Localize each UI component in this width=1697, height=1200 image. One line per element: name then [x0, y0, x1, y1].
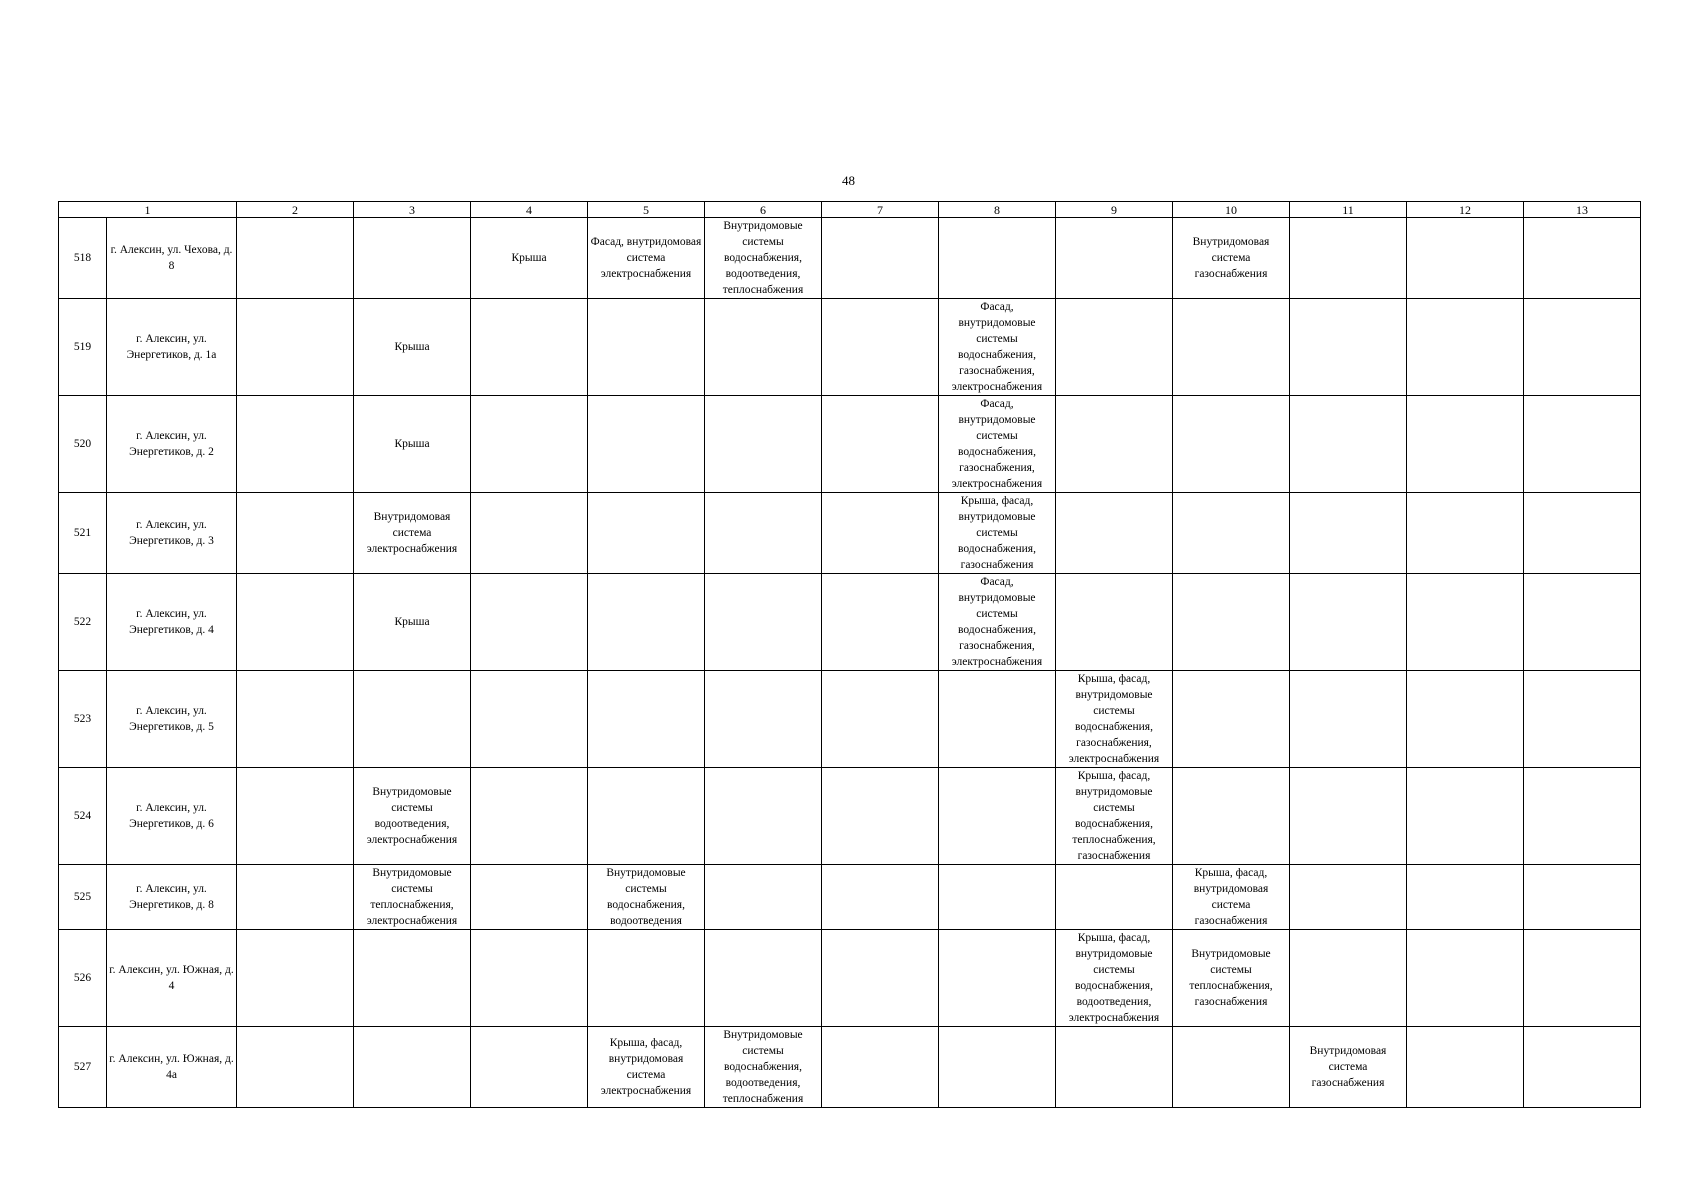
table-row [59, 1027, 1641, 1108]
table-row [59, 574, 1641, 671]
column-header: 7 [822, 202, 939, 218]
work-cell: Фасад, внутридомовые системы водоснабжения, газоснабжения, электроснабжения [939, 396, 1056, 493]
work-cell [822, 299, 939, 396]
column-header: 13 [1524, 202, 1641, 218]
work-cell [1056, 1027, 1173, 1108]
work-cell [1056, 299, 1173, 396]
column-header: 5 [588, 202, 705, 218]
work-cell: Крыша, фасад, внутридомовые системы водоснабжения, газоснабжения, электроснабжения [1056, 671, 1173, 768]
work-cell [1173, 574, 1290, 671]
work-cell [1524, 768, 1641, 865]
work-cell: Внутридомовые системы водоотведения, электроснабжения [354, 768, 471, 865]
work-cell [1524, 574, 1641, 671]
column-header: 10 [1173, 202, 1290, 218]
work-cell: Фасад, внутридомовые системы водоснабжения, газоснабжения, электроснабжения [939, 574, 1056, 671]
address-cell: г. Алексин, ул. Южная, д. 4а [107, 1027, 237, 1108]
work-cell [471, 396, 588, 493]
work-cell [822, 768, 939, 865]
work-cell [1056, 218, 1173, 299]
work-cell [237, 396, 354, 493]
work-cell [1407, 930, 1524, 1027]
row-number: 519 [59, 299, 107, 396]
work-cell [354, 1027, 471, 1108]
work-cell [1407, 768, 1524, 865]
work-cell [237, 218, 354, 299]
page-number: 48 [842, 173, 855, 188]
work-cell: Внутридомовые системы теплоснабжения, газоснабжения [1173, 930, 1290, 1027]
work-cell: Крыша [354, 396, 471, 493]
column-header: 9 [1056, 202, 1173, 218]
work-cell [237, 865, 354, 930]
row-number: 520 [59, 396, 107, 493]
work-cell [939, 1027, 1056, 1108]
work-cell: Крыша, фасад, внутридомовые системы водоснабжения, теплоснабжения, газоснабжения [1056, 768, 1173, 865]
row-number: 523 [59, 671, 107, 768]
work-cell [588, 299, 705, 396]
work-cell: Внутридомовые системы водоснабжения, водоотведения [588, 865, 705, 930]
work-cell [939, 768, 1056, 865]
work-cell [705, 299, 822, 396]
work-cell: Крыша [354, 299, 471, 396]
work-cell [354, 671, 471, 768]
table-row [59, 493, 1641, 574]
work-cell [939, 930, 1056, 1027]
address-cell: г. Алексин, ул. Энергетиков, д. 2 [107, 396, 237, 493]
work-cell [471, 768, 588, 865]
work-cell: Фасад, внутридомовые системы водоснабжения, газоснабжения, электроснабжения [939, 299, 1056, 396]
work-cell: Крыша [354, 574, 471, 671]
work-cell [705, 671, 822, 768]
work-cell: Крыша, фасад, внутридомовая система электроснабжения [588, 1027, 705, 1108]
work-cell [1524, 218, 1641, 299]
work-cell: Крыша, фасад, внутридомовые системы водоснабжения, газоснабжения [939, 493, 1056, 574]
work-cell [1290, 768, 1407, 865]
work-cell [1290, 493, 1407, 574]
work-cell [1290, 930, 1407, 1027]
row-number: 524 [59, 768, 107, 865]
address-cell: г. Алексин, ул. Энергетиков, д. 5 [107, 671, 237, 768]
work-cell [588, 396, 705, 493]
work-cell [705, 493, 822, 574]
work-cell [588, 493, 705, 574]
table-row [59, 396, 1641, 493]
work-cell [1056, 574, 1173, 671]
work-cell [705, 396, 822, 493]
row-number: 521 [59, 493, 107, 574]
row-number: 518 [59, 218, 107, 299]
table-row [59, 299, 1641, 396]
address-cell: г. Алексин, ул. Чехова, д. 8 [107, 218, 237, 299]
work-cell: Крыша [471, 218, 588, 299]
work-cell [237, 1027, 354, 1108]
address-cell: г. Алексин, ул. Энергетиков, д. 6 [107, 768, 237, 865]
work-cell [939, 865, 1056, 930]
work-cell [705, 768, 822, 865]
table-row [59, 768, 1641, 865]
table-row [59, 218, 1641, 299]
column-header: 11 [1290, 202, 1407, 218]
work-cell: Внутридомовая система газоснабжения [1173, 218, 1290, 299]
work-cell [588, 768, 705, 865]
work-cell [1524, 396, 1641, 493]
column-header: 1 [59, 202, 237, 218]
work-cell [1173, 671, 1290, 768]
work-cell [822, 930, 939, 1027]
address-cell: г. Алексин, ул. Энергетиков, д. 4 [107, 574, 237, 671]
repair-schedule-table [58, 201, 1641, 1108]
work-cell [1290, 574, 1407, 671]
column-header: 8 [939, 202, 1056, 218]
work-cell [1407, 493, 1524, 574]
row-number: 527 [59, 1027, 107, 1108]
work-cell [237, 493, 354, 574]
work-cell [1524, 299, 1641, 396]
work-cell [822, 1027, 939, 1108]
header-row [59, 202, 1641, 218]
work-cell [1173, 396, 1290, 493]
work-cell [471, 574, 588, 671]
work-cell [1290, 299, 1407, 396]
column-header: 2 [237, 202, 354, 218]
work-cell [1290, 671, 1407, 768]
work-cell [588, 930, 705, 1027]
work-cell [471, 299, 588, 396]
address-cell: г. Алексин, ул. Энергетиков, д. 8 [107, 865, 237, 930]
work-cell [471, 865, 588, 930]
work-cell [237, 574, 354, 671]
work-cell [822, 671, 939, 768]
work-cell [1056, 493, 1173, 574]
row-number: 526 [59, 930, 107, 1027]
table-row [59, 865, 1641, 930]
work-cell: Внутридомовые системы водоснабжения, водоотведения, теплоснабжения [705, 218, 822, 299]
work-cell: Внутридомовая система электроснабжения [354, 493, 471, 574]
work-cell [1524, 930, 1641, 1027]
work-cell [822, 493, 939, 574]
work-cell [1524, 493, 1641, 574]
work-cell [1524, 1027, 1641, 1108]
column-header: 3 [354, 202, 471, 218]
work-cell [822, 396, 939, 493]
work-cell [1290, 865, 1407, 930]
work-cell [705, 865, 822, 930]
work-cell [354, 218, 471, 299]
work-cell [1173, 1027, 1290, 1108]
row-number: 525 [59, 865, 107, 930]
work-cell [1173, 493, 1290, 574]
work-cell [822, 574, 939, 671]
work-cell [354, 930, 471, 1027]
work-cell [939, 218, 1056, 299]
work-cell: Крыша, фасад, внутридомовые системы водоснабжения, водоотведения, электроснабжения [1056, 930, 1173, 1027]
column-header: 6 [705, 202, 822, 218]
work-cell [1407, 865, 1524, 930]
work-cell [1407, 396, 1524, 493]
work-cell [237, 930, 354, 1027]
address-cell: г. Алексин, ул. Энергетиков, д. 1а [107, 299, 237, 396]
work-cell [588, 671, 705, 768]
work-cell [822, 865, 939, 930]
work-cell [1290, 218, 1407, 299]
address-cell: г. Алексин, ул. Энергетиков, д. 3 [107, 493, 237, 574]
work-cell [471, 930, 588, 1027]
work-cell [1290, 396, 1407, 493]
work-cell [1173, 768, 1290, 865]
work-cell [705, 574, 822, 671]
work-cell [1407, 218, 1524, 299]
table-row [59, 930, 1641, 1027]
work-cell [1407, 671, 1524, 768]
work-cell [705, 930, 822, 1027]
work-cell [1056, 865, 1173, 930]
work-cell [471, 671, 588, 768]
work-cell [471, 493, 588, 574]
work-cell [1056, 396, 1173, 493]
work-cell [822, 218, 939, 299]
work-cell: Внутридомовые системы водоснабжения, водоотведения, теплоснабжения [705, 1027, 822, 1108]
table-row [59, 671, 1641, 768]
work-cell [1173, 299, 1290, 396]
work-cell [939, 671, 1056, 768]
work-cell [588, 574, 705, 671]
work-cell [471, 1027, 588, 1108]
work-cell: Крыша, фасад, внутридомовая система газоснабжения [1173, 865, 1290, 930]
work-cell [237, 768, 354, 865]
address-cell: г. Алексин, ул. Южная, д. 4 [107, 930, 237, 1027]
work-cell [1407, 299, 1524, 396]
work-cell [1407, 574, 1524, 671]
row-number: 522 [59, 574, 107, 671]
work-cell: Внутридомовые системы теплоснабжения, электроснабжения [354, 865, 471, 930]
work-cell: Внутридомовая система газоснабжения [1290, 1027, 1407, 1108]
work-cell [237, 671, 354, 768]
work-cell [1407, 1027, 1524, 1108]
work-cell [1524, 865, 1641, 930]
work-cell [237, 299, 354, 396]
column-header: 12 [1407, 202, 1524, 218]
work-cell [1524, 671, 1641, 768]
column-header: 4 [471, 202, 588, 218]
work-cell: Фасад, внутридомовая система электроснабжения [588, 218, 705, 299]
